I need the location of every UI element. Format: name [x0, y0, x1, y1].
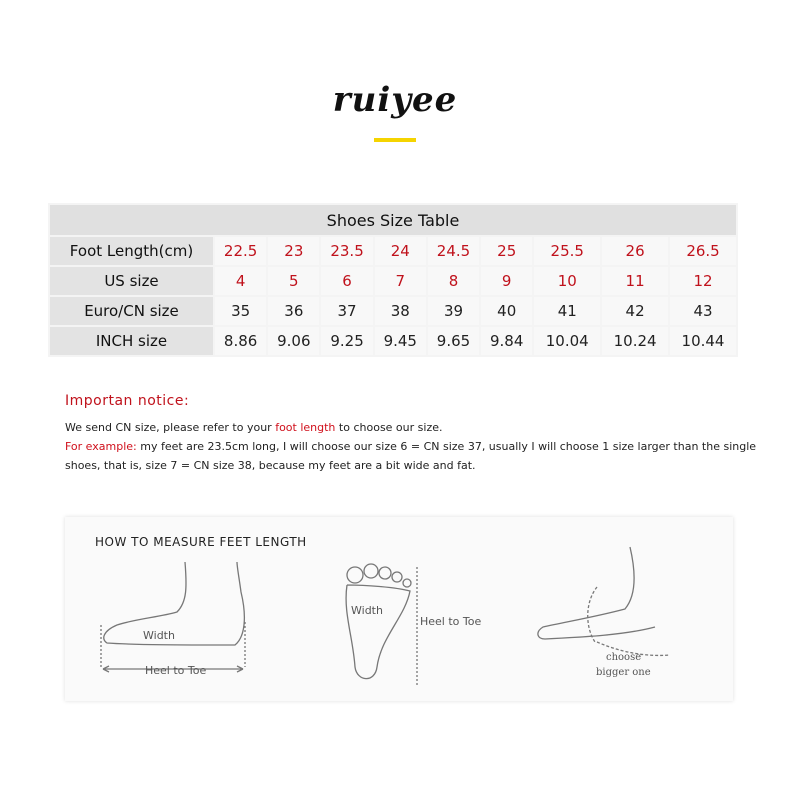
- sole-foot-icon: [346, 564, 417, 687]
- table-cell: 26.5: [670, 237, 736, 265]
- row-label: US size: [50, 267, 213, 295]
- table-cell: 38: [375, 297, 426, 325]
- row-label: Foot Length(cm): [50, 237, 213, 265]
- shoe-fit-foot-icon: [538, 547, 670, 655]
- bigger-one-label: bigger one: [596, 667, 651, 678]
- table-cell: 23: [268, 237, 319, 265]
- notice-example-text: my feet are 23.5cm long, I will choose our size 6 = CN size 37, usually I will choose 1 size larger than the single shoes, that is, size 7 = CN size 38, because my feet are a bit wide and fat.: [65, 440, 757, 472]
- brand-logo: ruiyee: [332, 80, 458, 120]
- heel-to-toe-label-2: Heel to Toe: [420, 615, 482, 628]
- choose-label: choose: [606, 652, 642, 663]
- table-cell: 9.65: [428, 327, 479, 355]
- row-label: INCH size: [50, 327, 213, 355]
- notice-line1-b: to choose our size.: [335, 421, 443, 434]
- table-cell: 12: [670, 267, 736, 295]
- heel-to-toe-label-1: Heel to Toe: [145, 664, 207, 677]
- size-table: [48, 203, 738, 357]
- table-cell: 9.45: [375, 327, 426, 355]
- table-cell: 5: [268, 267, 319, 295]
- table-cell: 10.24: [602, 327, 668, 355]
- measure-title: HOW TO MEASURE FEET LENGTH: [95, 535, 307, 549]
- table-cell: 25.5: [534, 237, 600, 265]
- table-cell: 43: [670, 297, 736, 325]
- table-cell: 9.84: [481, 327, 532, 355]
- notice-line1-a: We send CN size, please refer to your: [65, 421, 276, 434]
- table-cell: 22.5: [215, 237, 266, 265]
- table-cell: 10.04: [534, 327, 600, 355]
- notice-example-label: For example:: [65, 440, 137, 453]
- table-cell: 37: [321, 297, 372, 325]
- width-label-1: Width: [143, 629, 175, 642]
- notice-foot-length: foot length: [275, 421, 336, 434]
- table-cell: 6: [321, 267, 372, 295]
- table-row: [50, 267, 736, 295]
- table-row: [50, 237, 736, 265]
- table-cell: 9.06: [268, 327, 319, 355]
- table-title: Shoes Size Table: [50, 205, 736, 235]
- table-cell: 36: [268, 297, 319, 325]
- notice-text: [65, 418, 785, 475]
- table-cell: 35: [215, 297, 266, 325]
- row-label: Euro/CN size: [50, 297, 213, 325]
- table-cell: 24: [375, 237, 426, 265]
- table-cell: 23.5: [321, 237, 372, 265]
- table-cell: 10: [534, 267, 600, 295]
- table-cell: 39: [428, 297, 479, 325]
- side-foot-icon: [101, 562, 245, 672]
- table-cell: 26: [602, 237, 668, 265]
- table-cell: 41: [534, 297, 600, 325]
- table-cell: 4: [215, 267, 266, 295]
- table-row: [50, 297, 736, 325]
- logo-underline: [374, 138, 416, 142]
- table-cell: 11: [602, 267, 668, 295]
- table-cell: 8.86: [215, 327, 266, 355]
- measure-panel: [65, 517, 733, 701]
- notice-title: Importan notice:: [65, 393, 190, 409]
- table-cell: 7: [375, 267, 426, 295]
- table-cell: 9.25: [321, 327, 372, 355]
- table-row: [50, 327, 736, 355]
- table-cell: 9: [481, 267, 532, 295]
- table-cell: 42: [602, 297, 668, 325]
- table-cell: 10.44: [670, 327, 736, 355]
- width-label-2: Width: [351, 604, 383, 617]
- table-cell: 25: [481, 237, 532, 265]
- table-cell: 40: [481, 297, 532, 325]
- table-cell: 24.5: [428, 237, 479, 265]
- table-cell: 8: [428, 267, 479, 295]
